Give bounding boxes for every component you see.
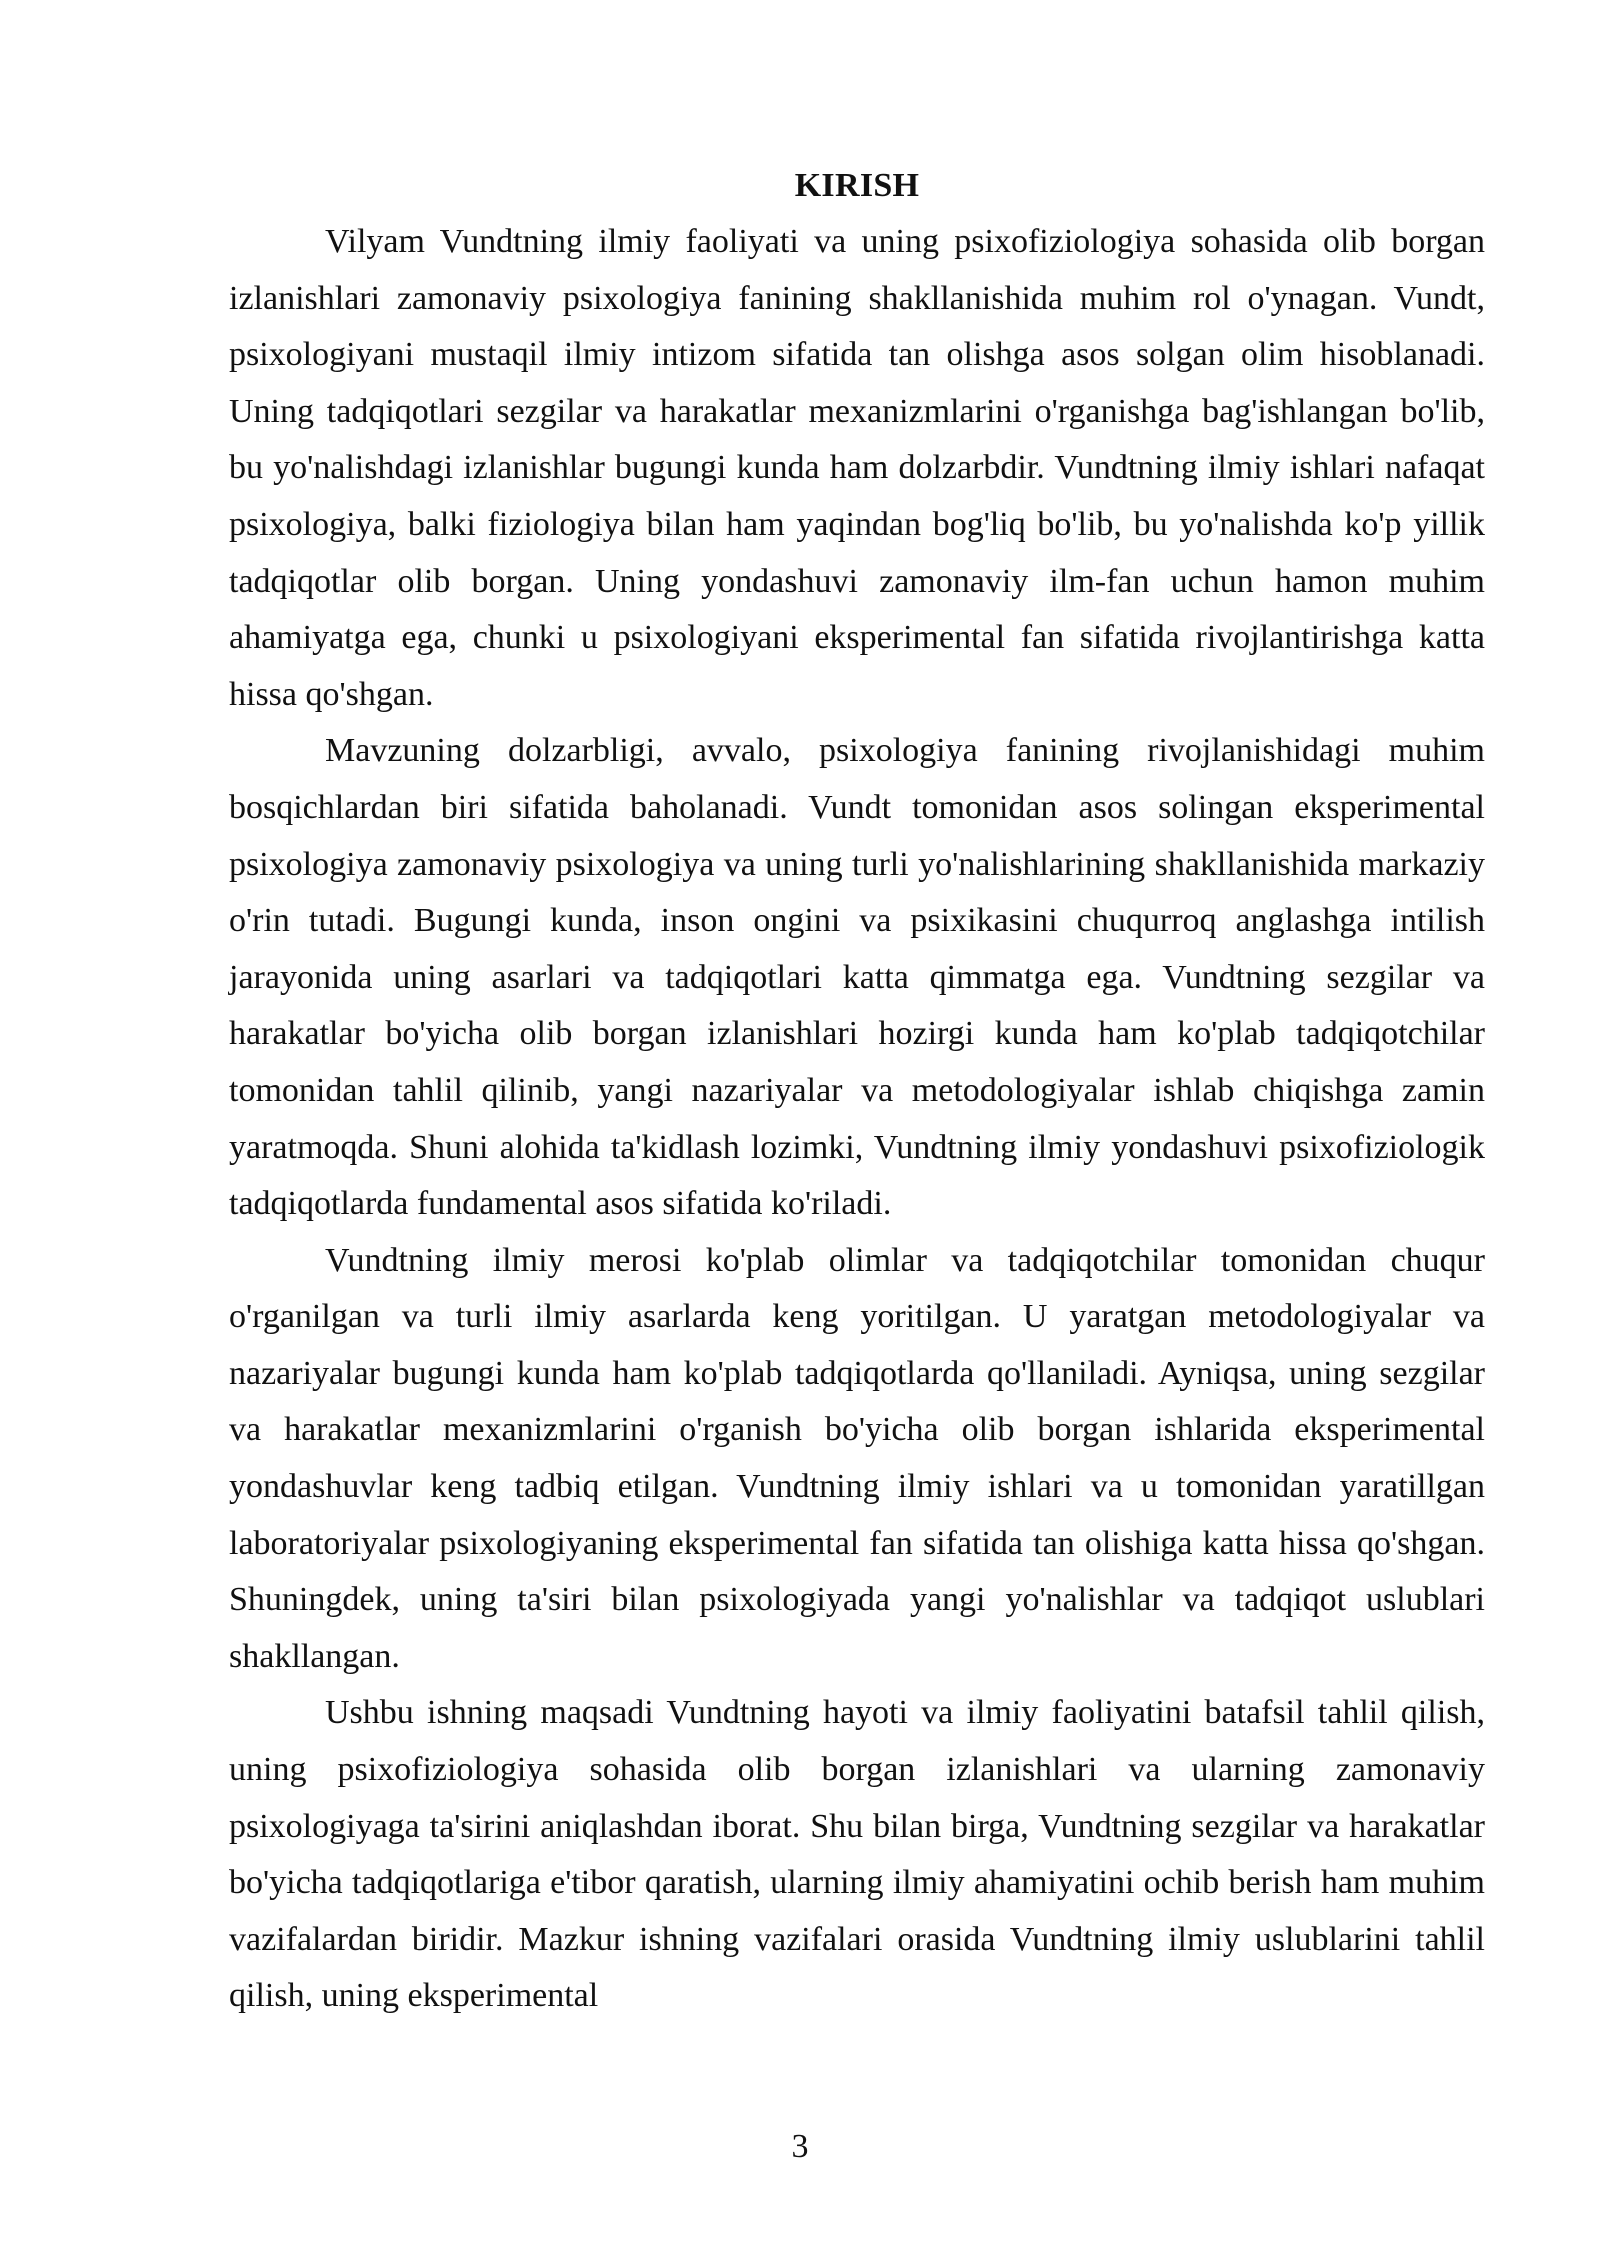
page-body <box>229 158 1485 2025</box>
paragraph-2: Mavzuning dolzarbligi, avvalo, psixologiya fanining rivojlanishidagi muhim bosqichlardan biri sifatida baholanadi. Vundt tomonidan asos solingan eksperimental psixologiya zamonaviy psixologiya va uning turli yo'nalishlarining shakllanishida markaziy o'rin tutadi. Bugungi kunda, inson ongini va psixikasini chuqurroq anglashga intilish jarayonida uning asarlari va tadqiqotlari katta qimmatga ega. Vundtning sezgilar va harakatlar bo'yicha olib borgan izlanishlari hozirgi kunda ham ko'plab tadqiqotchilar tomonidan tahlil qilinib, yangi nazariyalar va metodologiyalar ishlab chiqishga zamin yaratmoqda. Shuni alohida ta'kidlash lozimki, Vundtning ilmiy yondashuvi psixofiziologik tadqiqotlarda fundamental asos sifatida ko'riladi. <box>229 732 1485 1223</box>
paragraph-3: Vundtning ilmiy merosi ko'plab olimlar va tadqiqotchilar tomonidan chuqur o'rganilgan va turli ilmiy asarlarda keng yoritilgan. U yaratgan metodologiyalar va nazariyalar bugungi kunda ham ko'plab tadqiqotlarda qo'llaniladi. Ayniqsa, uning sezgilar va harakatlar mexanizmlarini o'rganish bo'yicha olib borgan ishlarida eksperimental yondashuvlar keng tadbiq etilgan. Vundtning ilmiy ishlari va u tomonidan yaratillgan laboratoriyalar psixologiyaning eksperimental fan sifatida tan olishiga katta hissa qo'shgan. Shuningdek, uning ta'siri bilan psixologiyada yangi yo'nalishlar va tadqiqot uslublari shakllangan. <box>229 1241 1485 1675</box>
section-heading: KIRISH <box>794 167 920 204</box>
paragraph-1: Vilyam Vundtning ilmiy faoliyati va uning psixofiziologiya sohasida olib borgan izlanishlari zamonaviy psixologiya fanining shakllanishida muhim rol o'ynagan. Vundt, psixologiyani mustaqil ilmiy intizom sifatida tan olishga asos solgan olim hisoblanadi. Uning tadqiqotlari sezgilar va harakatlar mexanizmlarini o'rganishga bag'ishlangan bo'lib, bu yo'nalishdagi izlanishlar bugungi kunda ham dolzarbdir. Vundtning ilmiy ishlari nafaqat psixologiya, balki fiziologiya bilan ham yaqindan bog'liq bo'lib, bu yo'nalishda ko'p yillik tadqiqotlar olib borgan. Uning yondashuvi zamonaviy ilm-fan uchun hamon muhim ahamiyatga ega, chunki u psixologiyani eksperimental fan sifatida rivojlantirishga katta hissa qo'shgan. <box>229 223 1485 713</box>
page-number: 3 <box>791 2128 809 2165</box>
paragraph-4: Ushbu ishning maqsadi Vundtning hayoti va ilmiy faoliyatini batafsil tahlil qilish, uning psixofiziologiya sohasida olib borgan izlanishlari va ularning zamonaviy psixologiyaga ta'sirini aniqlashdan iborat. Shu bilan birga, Vundtning sezgilar va harakatlar bo'yicha tadqiqotlariga e'tibor qaratish, ularning ilmiy ahamiyatini ochib berish ham muhim vazifalardan biridir. Mazkur ishning vazifalari orasida Vundtning ilmiy uslublarini tahlil qilish, uning eksperimental <box>229 1694 1485 2015</box>
